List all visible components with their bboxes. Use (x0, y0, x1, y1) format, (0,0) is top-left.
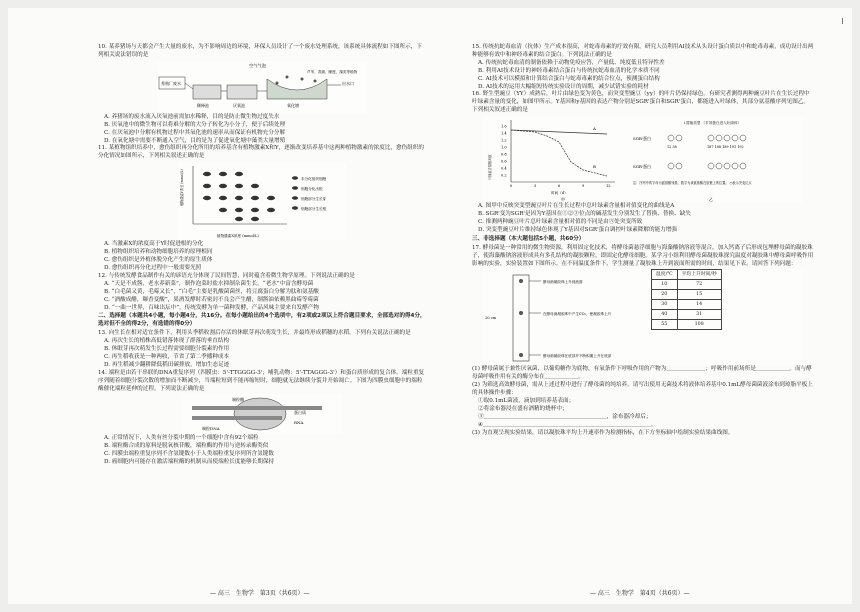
label-plants: 芦苇、香蒲、睡莲、藻类等植物 (307, 69, 358, 74)
table-cell: 72 (677, 280, 721, 290)
q10-wastewater-figure (157, 61, 367, 113)
apparatus-label-1: 酵母菌凝胶珠上升到液面 (543, 280, 583, 285)
q15-option-a: A. 传统抗蛇毒血清的制备依赖于动物免疫应答，产量低、纯度低且特异性差 (478, 59, 665, 66)
q17-stem: 17. 酵母菌是一种常用的微生物资源，利用固定化技术，将酵母菌悬浮细胞与海藻酸钠溶液等混合，加入钙离子后形成包埋酵母菌的凝胶珠子，使海藻酸钠溶液形成具有多孔结构的凝胶颗粒，即固定化酵母细胞。某学习小组利用酵母菌凝胶珠探究温度对凝胶珠中酵母菌呼吸作用影响的实验，实验装置如下图所示。在不同温度条件下，学生测量了凝胶珠上升到液面所需的时间，结果见下表。请回答下列问题： (472, 244, 814, 267)
q11-legend-2: 细胞分化出根 (301, 187, 323, 192)
q14-option-a: A. 正常情况下，人类有丝分裂中期的一个细胞中含有92个端粒 (104, 435, 259, 442)
q14-stem: 14. 端粒是由若干串联的DNA重复序列（四膜虫：5'-TTGGGG-3'；哺乳动物：5'-TTAGGG-3'）和蛋白质形成的复合体。端粒重复序列随着细胞分裂次数的增加而不断减少，当端粒短到不能再缩短时，细胞就无法继续分裂并开始凋亡。下图为四膜虫细胞中的端粒酶催化端粒延伸的过程。下列说法正确的是 (98, 369, 425, 392)
table-cell: 40 (652, 310, 678, 320)
table-row (652, 310, 722, 320)
q15-option-d: D. AI技术的运用大幅缩短传统实验设计的周期，减少试错实验的耗材 (478, 83, 649, 90)
protein-positions-1: 12 38 (667, 145, 677, 150)
table-row (652, 320, 722, 330)
q14-option-c: C. 四膜虫端粒重复序列不含氢键数小于人类端粒重复序列所含氢键数 (104, 451, 274, 458)
label-telomerase: 端粒酶 (232, 397, 244, 403)
telomerase-diagram (182, 394, 342, 434)
table-cell: 15 (677, 290, 721, 300)
q14-option-d: D. 癌细胞内可能存在激活端粒酶的机制从而使端粒长度能够长期保持 (104, 459, 275, 466)
q11-option-a: A. 当激素X的浓度高于Y时促进根的分化 (104, 241, 204, 248)
section-3-title: 三、非选择题（本大题包括5小题，共60分） (472, 235, 585, 242)
q17-step-3: ③＿＿＿＿＿＿＿＿＿＿＿＿＿＿＿＿＿＿＿＿＿＿，涂布器冷却后； (478, 413, 652, 420)
q13-option-b: B. 休眠芽再次萌发生长过程需要细胞分裂素的作用 (104, 346, 230, 353)
q17-step-2: ②将涂布器浸在盛有酒精的烧杯中； (478, 405, 568, 412)
q12-option-a: A. “天是不成酱，老水养新菜”，制作泡菜时盐水抑制杂菌生长，“老水”中富含酵母菌 (104, 280, 314, 287)
label-protein: 蛋白质 (294, 410, 306, 416)
q13-option-c: C. 再生稻收获是一种两收，节省了第二季播种成本 (104, 353, 230, 360)
q14-telomerase-figure (182, 394, 342, 434)
q16-ytick-label: 1.0 (501, 145, 507, 150)
q16-ytick-label: 0.8 (501, 152, 507, 157)
q17-apparatus (483, 269, 643, 365)
q16-figures (483, 116, 803, 202)
q11-option-b: B. 植物组织培养和动物细胞培养的原理相同 (104, 249, 213, 256)
table-header-row (652, 270, 722, 280)
q10-option-a: A. 养猪场的废水流入厌氧池前需加水稀释，目的是防止微生物过度失水 (104, 113, 280, 120)
q16-stem: 16. 野生型豌豆（YY）成熟后，叶片由绿色变为黄色，而突变型豌豆（yy）的叶片仍保持绿色。有研究者测得两种豌豆叶片在生长过程中叶绿素含量的变化，如图甲所示。Y基因和y基因的表达产物分别是SGR'蛋白和SGR'蛋白，都能进入叶绿体，其部分氨基酸序列见图乙。下列相关叙述正确的是 (472, 91, 810, 114)
q16-option-c: C. 推测两种豌豆叶片总叶绿素含量相对值的不同是由③处突变所致 (478, 218, 643, 225)
q11-option-c: C. 愈伤组织是外植体脱分化产生的原生质体 (104, 257, 213, 264)
q16-ytick-label: 1.6 (501, 124, 507, 129)
curve-b (511, 130, 607, 176)
q11-legend-4: 细胞部分生长根 (301, 207, 327, 212)
q17-figure-row (483, 269, 803, 365)
apparatus-label-2: 在酵母菌凝胶珠中产生CO₂，使凝胶珠上升 (543, 312, 612, 317)
q11-option-d: D. 愈伤组织再分化过程中一般需要光照 (104, 264, 202, 271)
table-row (652, 300, 722, 310)
apparatus-height: 20 cm (485, 316, 497, 321)
label-air: 空气气泡 (249, 62, 266, 68)
q11-scatter (177, 162, 347, 240)
q12-stem: 12. 与传统发酵食品制作有关的谚语充分体现了民间智慧，同时蕴含着微生物学原理。下列说法正确的是 (98, 272, 355, 279)
q11-figure (177, 162, 347, 240)
label-outlet: 出水口 (342, 80, 354, 86)
protein-positions-2: 187 188 189 191 192 (707, 145, 744, 150)
q11-stem: 11. 某植物组织培养中，愈伤组织再分化所用的培养基含有植物激素X和Y，逐渐改变培养基中这两种植物激素的浓度比，愈伤组织的分化情况如图所示，下列相关叙述正确的是 (98, 145, 425, 160)
q11-ylabel: 植物激素Y浓度 (mmol/L) (180, 169, 184, 207)
q16-caption-b: 乙 (709, 197, 713, 203)
table-row (652, 290, 722, 300)
q11-xlabel: 植物激素X浓度 (mmol/L) (217, 234, 259, 239)
label-rna: RNA (294, 420, 304, 426)
q17-step-1: ①取0.1mL菌液，滴加到培养基表面； (478, 398, 575, 405)
protein-title: ↓替换类型 （半导蛋白进入叶绿体） (683, 121, 742, 126)
table-cell: 20 (652, 290, 678, 300)
q10-stem: 10. 某养猪场与天都会产生大量的废水，为不影响周边的环境，环保人员设计了一个废水处理系统，该系统具体流程如下图所示，下列相关说法错误的是 (98, 44, 422, 58)
q16-ylabel: 叶绿素含量相对值 (488, 154, 492, 181)
q16-xtick-label: 3 (534, 184, 537, 189)
q16-xtick-label: 12 (606, 184, 611, 189)
q16-ytick-label: 1.2 (501, 138, 507, 143)
label-curve-a: A (593, 126, 596, 132)
label-telomere-dna: 端粒DNA (202, 426, 220, 432)
q16-ytick-label: 0.6 (501, 159, 507, 164)
q12-option-b: B. “白毛菌又黄，毛霉又长”，“白毛”主要是乳酸菌菌丝，将豆腐蛋白分解为肽和氨基酸 (104, 288, 319, 295)
table-header-time: 平均上升时间/秒 (677, 270, 721, 280)
wastewater-diagram (157, 61, 367, 113)
table-cell: 30 (652, 300, 678, 310)
q11-legend-3: 细胞部分生长芽 (301, 197, 327, 202)
table-cell: 10 (652, 280, 678, 290)
q15-option-c: C. AI技术可以模拟和计算结合蛋白与蛇毒毒素的结合位点，预测蛋白结构 (478, 75, 660, 82)
sgr-label-2: SGR'蛋白 (633, 164, 652, 170)
q16-xlabel: 时间（d） (551, 191, 568, 196)
q17-part-1: (1) 酵母菌属于兼性厌氧菌，以葡萄糖作为底物，有氧条件下呼吸作用的产物为＿＿＿＿＿＿＿；呼吸作用前场所是＿＿＿＿＿＿。而与酵母菌呼吸作用有关的酶分布在＿＿＿＿＿＿。 (472, 366, 812, 381)
q13-option-d: D. 再生稻减少翻耕降低稻田碳排放，增加生态足迹 (104, 361, 230, 368)
q13-stem: 13. 向生长在相对适宜条件下，利用头季稻收割后存活的休眠芽再次萌发生长，并最终形成稻穗的水稻。下列有关说法正确的是 (98, 330, 411, 337)
table-cell: 108 (677, 320, 721, 330)
label-tank3: 氧化塘 (287, 102, 299, 108)
q16-xtick-label: 9 (582, 184, 585, 189)
q12-option-c: C. “酒酸成醋，曝香变酸”，果酒发酵时若密封不良会产生醋，制酱油依赖黑曲霉等霉菌 (104, 296, 319, 303)
section-2-title: 二、选择题（本题共4小题，每小题4分，共16分。在每小题给出的4个选项中，有2项或2项以上符合题目要求，全部选对的得4分，选对但不全的得2分，有选错的得0分） (98, 313, 426, 328)
left-column (98, 44, 426, 467)
q17-step-4: ④＿＿＿＿＿＿＿＿＿＿＿＿＿＿＿＿＿＿＿＿＿＿＿＿＿＿＿＿＿＿。 (478, 421, 657, 428)
label-inlet: 养殖厂废水 (161, 80, 181, 86)
table-cell: 14 (677, 300, 721, 310)
label-curve-b: B (593, 164, 596, 170)
q17-part-3: (3) 为直观呈现实验结果，请以凝胶珠平均上升速率作为检测指标，在下方坐标轴中绘制实验结果曲线图。 (472, 429, 734, 436)
q16-ytick-label: 0.4 (501, 166, 507, 171)
table-cell: 55 (652, 320, 678, 330)
q16-xtick-label: 0 (510, 184, 513, 189)
q15-stem: 15. 传统抗蛇毒血清（抗体）生产成本很高，对蛇毒毒素的疗效有限。研究人员利用AI技术从头设计蛋白质以中和蛇毒毒素，成功设计出两种能够有效中和神经毒素的结合蛋白。下列说法正确的是 (472, 44, 814, 58)
q10-option-b: B. 厌氧池中的微生物可以将难分解的大分子转化为小分子，便于后续处理 (104, 121, 286, 128)
q16-option-a: A. 图甲中反映突变型豌豆叶片在生长过程中总叶绿素含量相对值变化的曲线是A (478, 203, 675, 210)
q16-ytick-label: 1.4 (501, 131, 507, 136)
label-tank1: 稀释池 (197, 102, 209, 108)
q16-option-b: B. SGR'变为SGR'是因为Y基因在①②③位点的碱基发生分别发生了替换、替换、缺失 (478, 211, 691, 218)
q16-option-d: D. 突变型豌豆叶片维持绿色体现了Y基因对SGR'蛋白调控叶绿素降解的能力增强 (478, 226, 677, 233)
apparatus-label-3: 酵母菌凝胶珠在底部并不断积累上升在底部 (543, 354, 612, 359)
q17-part-2: (2) 为筛选高效酵母菌，需从上述过程中进行了酵母菌的纯培养，请写出使用无菌技术将液体培养基中0.1mL酵母菌菌液涂布到琼脂平板上的具体操作步骤： (472, 382, 813, 397)
right-column (472, 44, 814, 438)
q16-xtick-label: 6 (558, 184, 561, 189)
q15-option-b: B. 利用AI技术设计的神经毒素结合蛋白与传统抗蛇毒血清的化学本质不同 (478, 67, 660, 74)
label-tank2: 厌氧池 (233, 102, 245, 108)
q14-option-b: B. 端粒酶合成的原料是脱氧核苷酸，端粒酶的作用与逆转录酶类似 (104, 443, 269, 450)
table-cell: 31 (677, 310, 721, 320)
q10-option-c: C. 在厌氧池中分解有机物过程中其氧化池的速率从而保证有机物充分分解 (104, 129, 286, 136)
q12-option-d: D. “一曲一世界，百味出坛中”，传统发酵为单一菌种发酵，产品风味主要来自发酵产物 (104, 304, 319, 311)
q13-option-a: A. 再次生长的植株高低错落体现了群落的垂直结构 (104, 338, 230, 345)
sgr-label-1: SGR'蛋白 (633, 136, 652, 142)
q16-caption-a: 甲 (561, 197, 565, 203)
page-edge-mark (842, 18, 843, 24)
q16-ytick-label: 0.2 (501, 173, 507, 178)
q11-legend-1: 未分化组织细胞 (301, 177, 327, 182)
protein-note: 注：序列中的字母为氨基酸残基，数字为该氨基酸在肽链上的位置。 ○表示突变位点 (633, 181, 752, 186)
right-page-footer: — 高三 生物学 第4页（共6页）— (590, 590, 690, 597)
q16-graphs (483, 116, 803, 202)
left-page-footer: — 高三 生物学 第3页（共6页）— (210, 590, 310, 597)
q10-option-d: D. 在氧化塘中需要不断通入空气，目的是为了促进氧化塘中藻类大量增殖 (104, 137, 286, 144)
table-row (652, 280, 722, 290)
table-header-temp: 温度/℃ (652, 270, 678, 280)
q17-results-table (651, 269, 722, 330)
